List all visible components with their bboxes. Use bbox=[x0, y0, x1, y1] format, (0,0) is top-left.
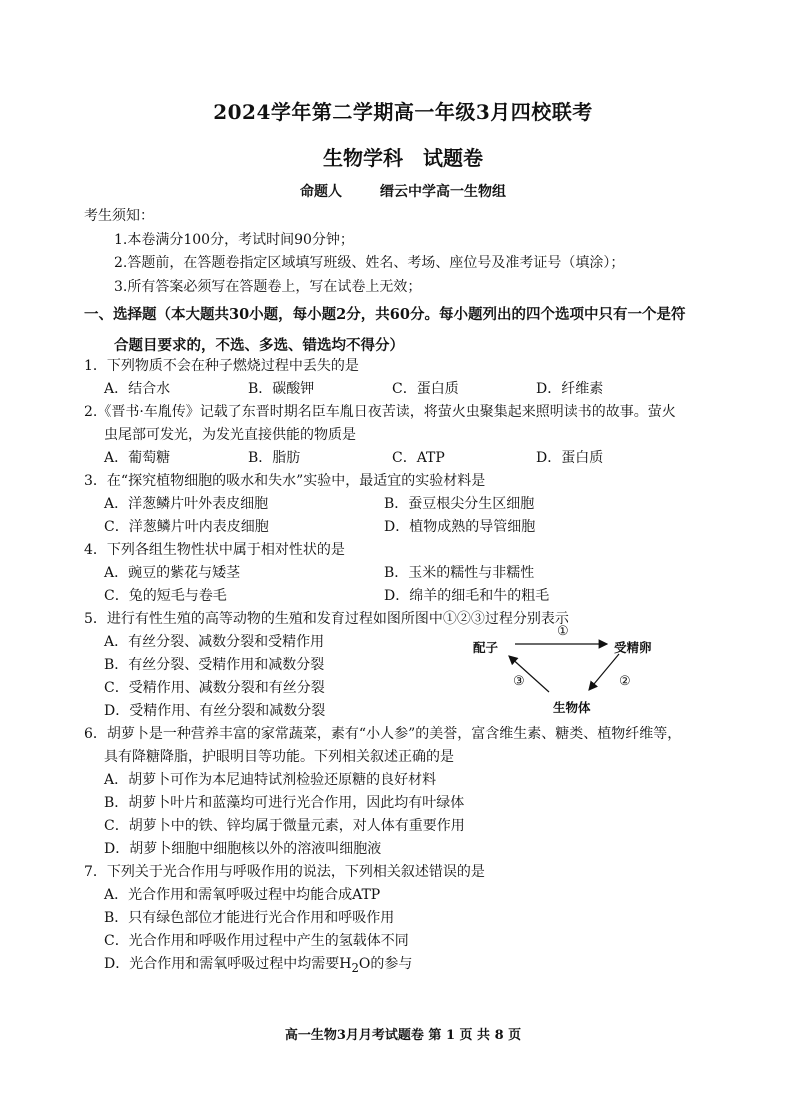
question-list bbox=[84, 355, 734, 980]
notice-item: 2.答题前，在答题卷指定区域填写班级、姓名、考场、座位号及准考证号（填涂）； bbox=[114, 255, 625, 271]
node-zygote: 受精卵 bbox=[614, 640, 652, 655]
question-stem: 1．下列物质不会在种子燃烧过程中丢失的是 bbox=[84, 358, 359, 374]
question-7 bbox=[84, 861, 734, 980]
option-row bbox=[84, 493, 734, 516]
option-c: C．受精作用、减数分裂和有丝分裂 bbox=[104, 680, 325, 696]
author-line bbox=[0, 181, 806, 201]
label-3: ③ bbox=[513, 674, 525, 689]
option-d: D．绵羊的细毛和牛的粗毛 bbox=[384, 588, 550, 604]
option-d: D．受精作用、有丝分裂和减数分裂 bbox=[104, 703, 326, 719]
question-stem: 6．胡萝卜是一种营养丰富的家常蔬菜，素有“小人参”的美誉，富含维生素、糖类、植物纤维等， bbox=[84, 726, 682, 742]
option-d-suffix: O的参与 bbox=[358, 956, 413, 972]
option-a: A．洋葱鳞片叶外表皮细胞 bbox=[104, 496, 269, 512]
question-6 bbox=[84, 723, 734, 861]
option-b: B．玉米的糯性与非糯性 bbox=[384, 565, 535, 581]
page-title: 2024学年第二学期高一年级3月四校联考 bbox=[213, 100, 593, 124]
label-1: ① bbox=[557, 624, 569, 639]
node-organism: 生物体 bbox=[553, 700, 591, 715]
question-stem: 2.《晋书·车胤传》记载了东晋时期名臣车胤日夜苦读，将萤火虫聚集起来照明读书的故事。萤火 bbox=[84, 404, 676, 420]
option-b: B．碳酸钾 bbox=[248, 381, 315, 397]
option-a: A．豌豆的紫花与矮茎 bbox=[104, 565, 241, 581]
option-a: A．有丝分裂、减数分裂和受精作用 bbox=[104, 634, 325, 650]
option-c: C．ATP bbox=[392, 450, 445, 466]
option-a: A．结合水 bbox=[104, 381, 171, 397]
option-c: C．胡萝卜中的铁、锌均属于微量元素，对人体有重要作用 bbox=[104, 818, 465, 834]
option-d: D．蛋白质 bbox=[536, 450, 604, 466]
option-row bbox=[84, 585, 734, 608]
notice-item: 1.本卷满分100分，考试时间90分钟； bbox=[114, 231, 354, 248]
page-subtitle: 生物学科 试题卷 bbox=[323, 146, 483, 170]
notice-block bbox=[84, 205, 724, 299]
node-gamete: 配子 bbox=[473, 640, 499, 655]
option-row bbox=[84, 562, 734, 585]
notice-item: 3.所有答案必须写在答题卷上，写在试卷上无效； bbox=[114, 278, 422, 295]
option-d: D．纤维素 bbox=[536, 381, 604, 397]
option-b: B．蚕豆根尖分生区细胞 bbox=[384, 496, 535, 512]
option-b: B．胡萝卜叶片和蓝藻均可进行光合作用，因此均有叶绿体 bbox=[104, 795, 465, 811]
option-c: C．兔的短毛与卷毛 bbox=[104, 588, 227, 604]
option-row bbox=[84, 516, 734, 539]
option-d-prefix: D．光合作用和需氧呼吸过程中均需要H bbox=[104, 956, 352, 972]
question-stem: 4．下列各组生物性状中属于相对性状的是 bbox=[84, 542, 345, 558]
option-b: B．脂肪 bbox=[248, 450, 301, 466]
author-label: 命题人 bbox=[300, 184, 342, 200]
question-3 bbox=[84, 470, 734, 539]
question-2 bbox=[84, 401, 734, 470]
section-line-1: 一、选择题（本大题共30小题，每小题2分，共60分。每小题列出的四个选项中只有一个是符 bbox=[84, 306, 686, 323]
section-line-2: 合题目要求的，不选、多选、错选均不得分） bbox=[114, 337, 404, 354]
question-5 bbox=[84, 608, 734, 723]
option-c: C．光合作用和呼吸作用过程中产生的氢载体不同 bbox=[104, 933, 409, 949]
question-stem: 5．进行有性生殖的高等动物的生殖和发育过程如图所图中①②③过程分别表示 bbox=[84, 611, 569, 627]
page-footer: 高一生物3月月考试题卷 第 1 页 共 8 页 bbox=[284, 1028, 522, 1043]
option-row bbox=[84, 447, 734, 470]
notice-heading: 考生须知： bbox=[84, 208, 154, 224]
option-d: D．胡萝卜细胞中细胞核以外的溶液叫细胞液 bbox=[104, 841, 382, 857]
option-a: A．胡萝卜可作为本尼迪特试剂检验还原糖的良好材料 bbox=[104, 772, 437, 788]
option-c: C．蛋白质 bbox=[392, 381, 459, 397]
question-1 bbox=[84, 355, 734, 401]
option-d: D．植物成熟的导管细胞 bbox=[384, 519, 536, 535]
reproduction-cycle-diagram bbox=[473, 624, 679, 716]
arrow-2 bbox=[589, 654, 619, 690]
author-value: 缙云中学高一生物组 bbox=[380, 184, 506, 200]
option-a: A．葡萄糖 bbox=[104, 450, 171, 466]
option-b: B．只有绿色部位才能进行光合作用和呼吸作用 bbox=[104, 910, 395, 926]
option-d bbox=[84, 953, 734, 980]
question-stem: 7．下列关于光合作用与呼吸作用的说法，下列相关叙述错误的是 bbox=[84, 864, 485, 880]
label-2: ② bbox=[619, 674, 631, 689]
option-row bbox=[84, 378, 734, 401]
question-4 bbox=[84, 539, 734, 608]
option-a: A．光合作用和需氧呼吸过程中均能合成ATP bbox=[104, 887, 381, 903]
question-stem: 3．在“探究植物细胞的吸水和失水”实验中，最适宜的实验材料是 bbox=[84, 473, 486, 489]
option-d-subscript: 2 bbox=[351, 960, 359, 975]
option-b: B．有丝分裂、受精作用和减数分裂 bbox=[104, 657, 325, 673]
section-heading bbox=[84, 299, 734, 361]
question-stem-continued: 具有降糖降脂，护眼明目等功能。下列相关叙述正确的是 bbox=[104, 749, 454, 765]
option-c: C．洋葱鳞片叶内表皮细胞 bbox=[104, 519, 269, 535]
question-stem-continued: 虫尾部可发光，为发光直接供能的物质是 bbox=[104, 427, 356, 443]
